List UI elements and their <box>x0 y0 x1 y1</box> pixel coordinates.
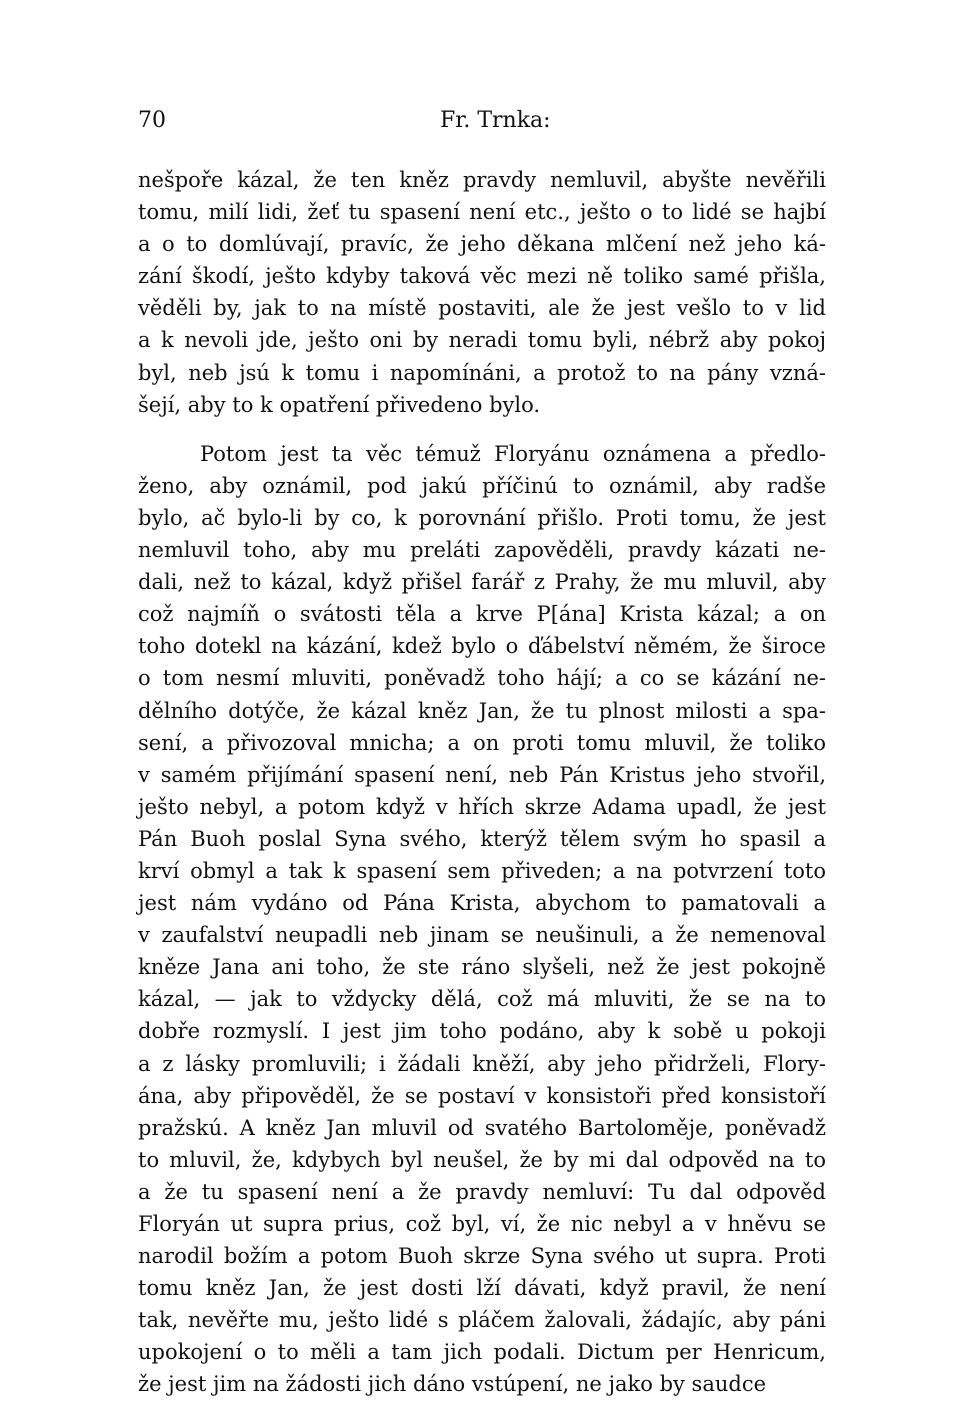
text-line: upokojení o to měli a tam jich podali. Dictum per Henricum, <box>138 1340 826 1365</box>
paragraph-1 <box>138 164 826 421</box>
text-line: dělního dotýče, že kázal kněz Jan, že tu plnost milosti a spa- <box>138 698 826 723</box>
page-header <box>138 108 828 138</box>
text-line: šejí, aby to k opatření přivedeno bylo. <box>138 392 541 417</box>
text-line: věděli by, jak to na místě postaviti, ale že jest vešlo to v lid <box>138 296 826 321</box>
text-line: tomu, milí lidi, žeť tu spasení není etc., ješto o to lidé se hajbí <box>138 200 826 225</box>
text-line: a že tu spasení není a že pravdy nemluví: Tu dal odpověd <box>138 1179 826 1204</box>
text-line: ána, aby připověděl, že se postaví v konsistoři před konsistoří <box>138 1083 826 1108</box>
text-line: v zaufalství neupadli neb jinam se neušinuli, a že nemenoval <box>138 923 826 948</box>
text-line: kněze Jana ani toho, že ste ráno slyšeli, než že jest pokojně <box>138 955 826 980</box>
text-line: a o to domlúvají, pravíc, že jeho děkana mlčení než jeho ká- <box>138 232 826 257</box>
running-title: Fr. Trnka: <box>440 108 551 133</box>
text-line: nemluvil toho, aby mu preláti zapověděli, pravdy kázati ne- <box>138 538 826 563</box>
text-line: pražskú. A kněz Jan mluvil od svatého Bartoloměje, poněvadž <box>138 1115 826 1140</box>
text-line: dali, než to kázal, když přišel farář z Prahy, že mu mluvil, aby <box>138 570 826 595</box>
text-line: zání škodí, ješto kdyby taková věc mezi ně toliko samé přišla, <box>138 264 826 289</box>
text-line: toho dotekl na kázání, kdež bylo o ďábelství němém, že široce <box>138 634 826 659</box>
text-line: narodil božím a potom Buoh skrze Syna svého ut supra. Proti <box>138 1244 826 1269</box>
text-line: krví obmyl a tak k spasení sem přiveden; a na potvrzení toto <box>138 858 826 883</box>
text-line: kázal, — jak to vždycky dělá, což má mluviti, že se na to <box>138 987 826 1012</box>
text-line: a k nevoli jde, ješto oni by neradi tomu byli, nébrž aby pokoj <box>138 328 826 353</box>
text-line: sení, a přivozoval mnicha; a on proti tomu mluvil, že toliko <box>138 730 826 755</box>
text-line: Pán Buoh poslal Syna svého, kterýž tělem svým ho spasil a <box>138 826 826 851</box>
text-line: což najmíň o svátosti těla a krve P[ána] Krista kázal; a on <box>138 602 826 627</box>
text-line: ženo, aby oznámil, pod jakú příčinú to oznámil, aby radše <box>138 473 826 498</box>
text-line: nešpoře kázal, že ten kněz pravdy nemluvil, abyšte nevěřili <box>138 168 826 192</box>
text-line: Potom jest ta věc témuž Floryánu oznámena a předlo- <box>200 441 826 466</box>
text-line: bylo, ač bylo-li by co, k porovnání přišlo. Proti tomu, že jest <box>138 505 826 530</box>
text-line: Floryán ut supra prius, což byl, ví, že nic nebyl a v hněvu se <box>138 1212 826 1236</box>
text-line: ješto nebyl, a potom když v hřích skrze Adama upadl, že jest <box>138 794 826 819</box>
text-line: dobře rozmyslí. I jest jim toho podáno, aby k sobě u pokoji <box>138 1019 826 1044</box>
text-line: v samém přijímání spasení není, neb Pán Kristus jeho stvořil, <box>138 762 826 787</box>
paragraph-gap <box>138 421 826 438</box>
body-text <box>138 164 826 1401</box>
text-line: o tom nesmí mluviti, poněvadž toho hájí; a co se kázání ne- <box>138 666 826 691</box>
page-number: 70 <box>138 108 166 133</box>
text-line: to mluvil, že, kdybych byl neušel, že by mi dal odpověd na to <box>138 1147 826 1172</box>
text-line: a z lásky promluvili; i žádali kněží, aby jeho přidrželi, Flory- <box>138 1051 826 1076</box>
text-line: tak, nevěřte mu, ješto lidé s pláčem žalovali, žádajíc, aby páni <box>138 1308 826 1333</box>
text-line: že jest jim na žádosti jich dáno vstúpení, ne jako by saudce <box>138 1372 767 1397</box>
text-line: jest nám vydáno od Pána Krista, abychom to pamatovali a <box>138 891 826 916</box>
paragraph-2 <box>138 438 826 1401</box>
text-line: tomu kněz Jan, že jest dosti lží dávati, když pravil, že není <box>138 1276 826 1301</box>
text-line: byl, neb jsú k tomu i napomínáni, a protož to na pány vzná- <box>138 360 826 385</box>
